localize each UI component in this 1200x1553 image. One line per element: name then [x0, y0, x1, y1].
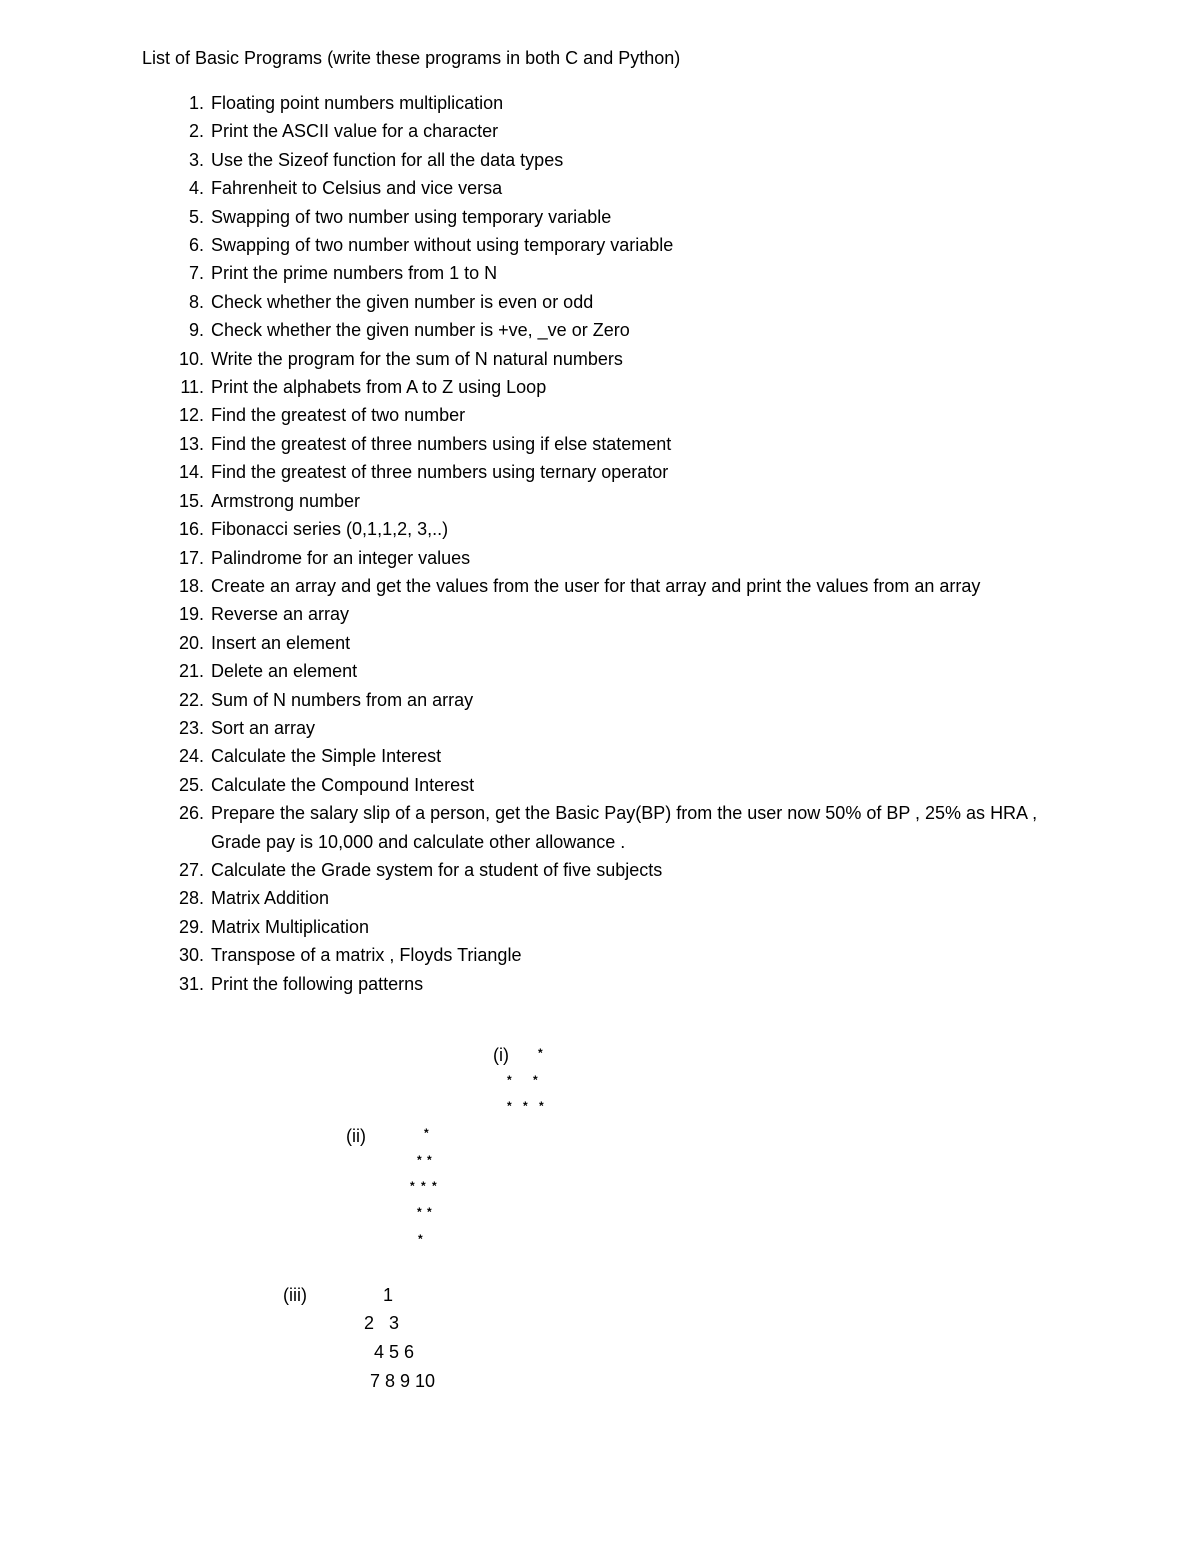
item-text: Write the program for the sum of N natural numbers — [211, 348, 623, 369]
item-text: Calculate the Compound Interest — [211, 774, 475, 795]
item-number: 9. — [188, 320, 204, 341]
item-number: 15. — [178, 490, 204, 511]
list-item — [0, 856, 1051, 884]
item-number: 1. — [188, 93, 204, 113]
item-text: Create an array and get the values from the user for that array and print the values from an array — [211, 575, 981, 596]
item-number: 20. — [178, 632, 204, 653]
item-text: Print the alphabets from A to Z using Loop — [211, 377, 547, 398]
item-text: Print the prime numbers from 1 to N — [211, 263, 498, 284]
item-text: Find the greatest of three numbers using ternary operator — [211, 462, 669, 483]
item-text: Insert an element — [211, 632, 351, 653]
item-text: Sum of N numbers from an array — [211, 689, 474, 710]
item-text: Check whether the given number is +ve, _ve or Zero — [211, 320, 630, 341]
item-text: Matrix Multiplication — [211, 916, 370, 937]
item-number: 19. — [178, 604, 204, 625]
item-text: Floating point numbers multiplication — [211, 93, 504, 113]
list-item — [0, 771, 1051, 799]
item-number: 10. — [178, 348, 204, 369]
item-text: Armstrong number — [211, 490, 361, 511]
item-number: 30. — [178, 945, 204, 966]
star-icon: * — [432, 1179, 437, 1193]
star-icon: * — [421, 1179, 426, 1193]
list-item — [0, 401, 1051, 429]
pattern-i-label: (i) — [493, 1045, 509, 1065]
star-icon: * — [539, 1099, 544, 1113]
item-number: 4. — [188, 178, 204, 199]
item-text: Delete an element — [211, 661, 358, 682]
list-item — [0, 913, 1051, 941]
item-text: Check whether the given number is even or odd — [211, 291, 594, 312]
star-icon: * — [410, 1179, 415, 1193]
pattern-row: 2 3 — [364, 1313, 400, 1333]
list-item — [0, 174, 1051, 202]
item-number: 17. — [178, 547, 204, 568]
item-number: 7. — [188, 263, 204, 284]
item-text: Reverse an array — [211, 604, 350, 625]
item-number: 13. — [178, 433, 204, 454]
item-text: Calculate the Simple Interest — [211, 746, 442, 767]
item-text: Fahrenheit to Celsius and vice versa — [211, 178, 503, 199]
item-number: 23. — [178, 717, 204, 738]
item-number: 18. — [178, 575, 204, 596]
star-icon: * — [417, 1205, 422, 1219]
item-number: 8. — [188, 291, 204, 312]
pattern-row: 7 8 9 10 — [370, 1371, 436, 1391]
item-text: Palindrome for an integer values — [211, 547, 471, 568]
star-icon: * — [418, 1232, 423, 1246]
list-item — [0, 487, 1051, 515]
star-icon: * — [507, 1073, 512, 1087]
pattern-ii-label: (ii) — [346, 1126, 366, 1146]
list-item — [0, 686, 1051, 714]
list-item — [0, 89, 1051, 117]
list-item — [0, 288, 1051, 316]
list-item — [0, 742, 1051, 770]
item-text: Find the greatest of three numbers using if else statement — [211, 433, 672, 454]
item-text: Find the greatest of two number — [211, 405, 466, 426]
item-text: Use the Sizeof function for all the data types — [211, 149, 564, 170]
item-number: 26. — [178, 803, 204, 824]
pattern-row: 1 — [383, 1285, 394, 1305]
star-icon: * — [424, 1126, 429, 1140]
item-text: Print the following patterns — [211, 973, 424, 994]
list-item — [0, 259, 1051, 287]
item-number: 28. — [178, 888, 204, 909]
program-list — [0, 89, 1200, 998]
list-item — [0, 430, 1051, 458]
item-number: 5. — [188, 206, 204, 227]
item-number: 27. — [178, 859, 204, 880]
list-item — [0, 515, 1051, 543]
list-item — [0, 884, 1051, 912]
list-item — [0, 600, 1051, 628]
item-text: Print the ASCII value for a character — [211, 121, 499, 142]
star-icon: * — [427, 1205, 432, 1219]
item-number: 6. — [188, 235, 204, 256]
item-text: Swapping of two number using temporary variable — [211, 206, 612, 227]
list-item — [0, 657, 1051, 685]
list-item — [0, 941, 1051, 969]
item-number: 29. — [178, 916, 204, 937]
list-item — [0, 231, 1051, 259]
item-text: Calculate the Grade system for a student of five subjects — [211, 859, 663, 880]
list-item — [0, 458, 1051, 486]
star-icon: * — [538, 1046, 543, 1060]
list-item — [0, 345, 1051, 373]
list-item — [0, 629, 1051, 657]
list-item — [0, 316, 1051, 344]
item-number: 11. — [180, 377, 204, 398]
document-title: List of Basic Programs (write these programs in both C and Python) — [142, 48, 681, 68]
star-icon: * — [523, 1099, 528, 1113]
item-number: 3. — [188, 149, 204, 170]
list-item — [0, 572, 1051, 600]
list-item — [0, 544, 1051, 572]
list-item — [0, 203, 1051, 231]
item-number: 22. — [178, 689, 204, 710]
star-icon: * — [507, 1099, 512, 1113]
item-number: 2. — [188, 121, 204, 142]
item-number: 14. — [178, 462, 204, 483]
item-text: Fibonacci series (0,1,1,2, 3,..) — [211, 519, 449, 540]
list-item — [0, 117, 1051, 145]
pattern-row: 4 5 6 — [374, 1342, 415, 1362]
item-text: Matrix Addition — [211, 888, 330, 909]
item-number: 25. — [178, 774, 204, 795]
item-text: Prepare the salary slip of a person, get the Basic Pay(BP) from the user now 50% of BP , 25% as HRA , Grade pay is 10,000 and calculate other allowance . — [211, 803, 1038, 852]
list-item — [0, 970, 1051, 998]
star-icon: * — [427, 1153, 432, 1167]
list-item — [0, 714, 1051, 742]
item-text: Transpose of a matrix , Floyds Triangle — [211, 945, 522, 966]
item-number: 24. — [178, 746, 204, 767]
star-icon: * — [533, 1073, 538, 1087]
list-item — [0, 146, 1051, 174]
star-icon: * — [417, 1153, 422, 1167]
list-item — [0, 799, 1051, 856]
item-number: 12. — [178, 405, 204, 426]
list-item — [0, 373, 1051, 401]
item-text: Sort an array — [211, 717, 316, 738]
pattern-iii-label: (iii) — [283, 1285, 307, 1305]
item-text: Swapping of two number without using temporary variable — [211, 235, 674, 256]
item-number: 31. — [178, 973, 204, 994]
item-number: 21. — [178, 661, 204, 682]
item-number: 16. — [178, 519, 204, 540]
